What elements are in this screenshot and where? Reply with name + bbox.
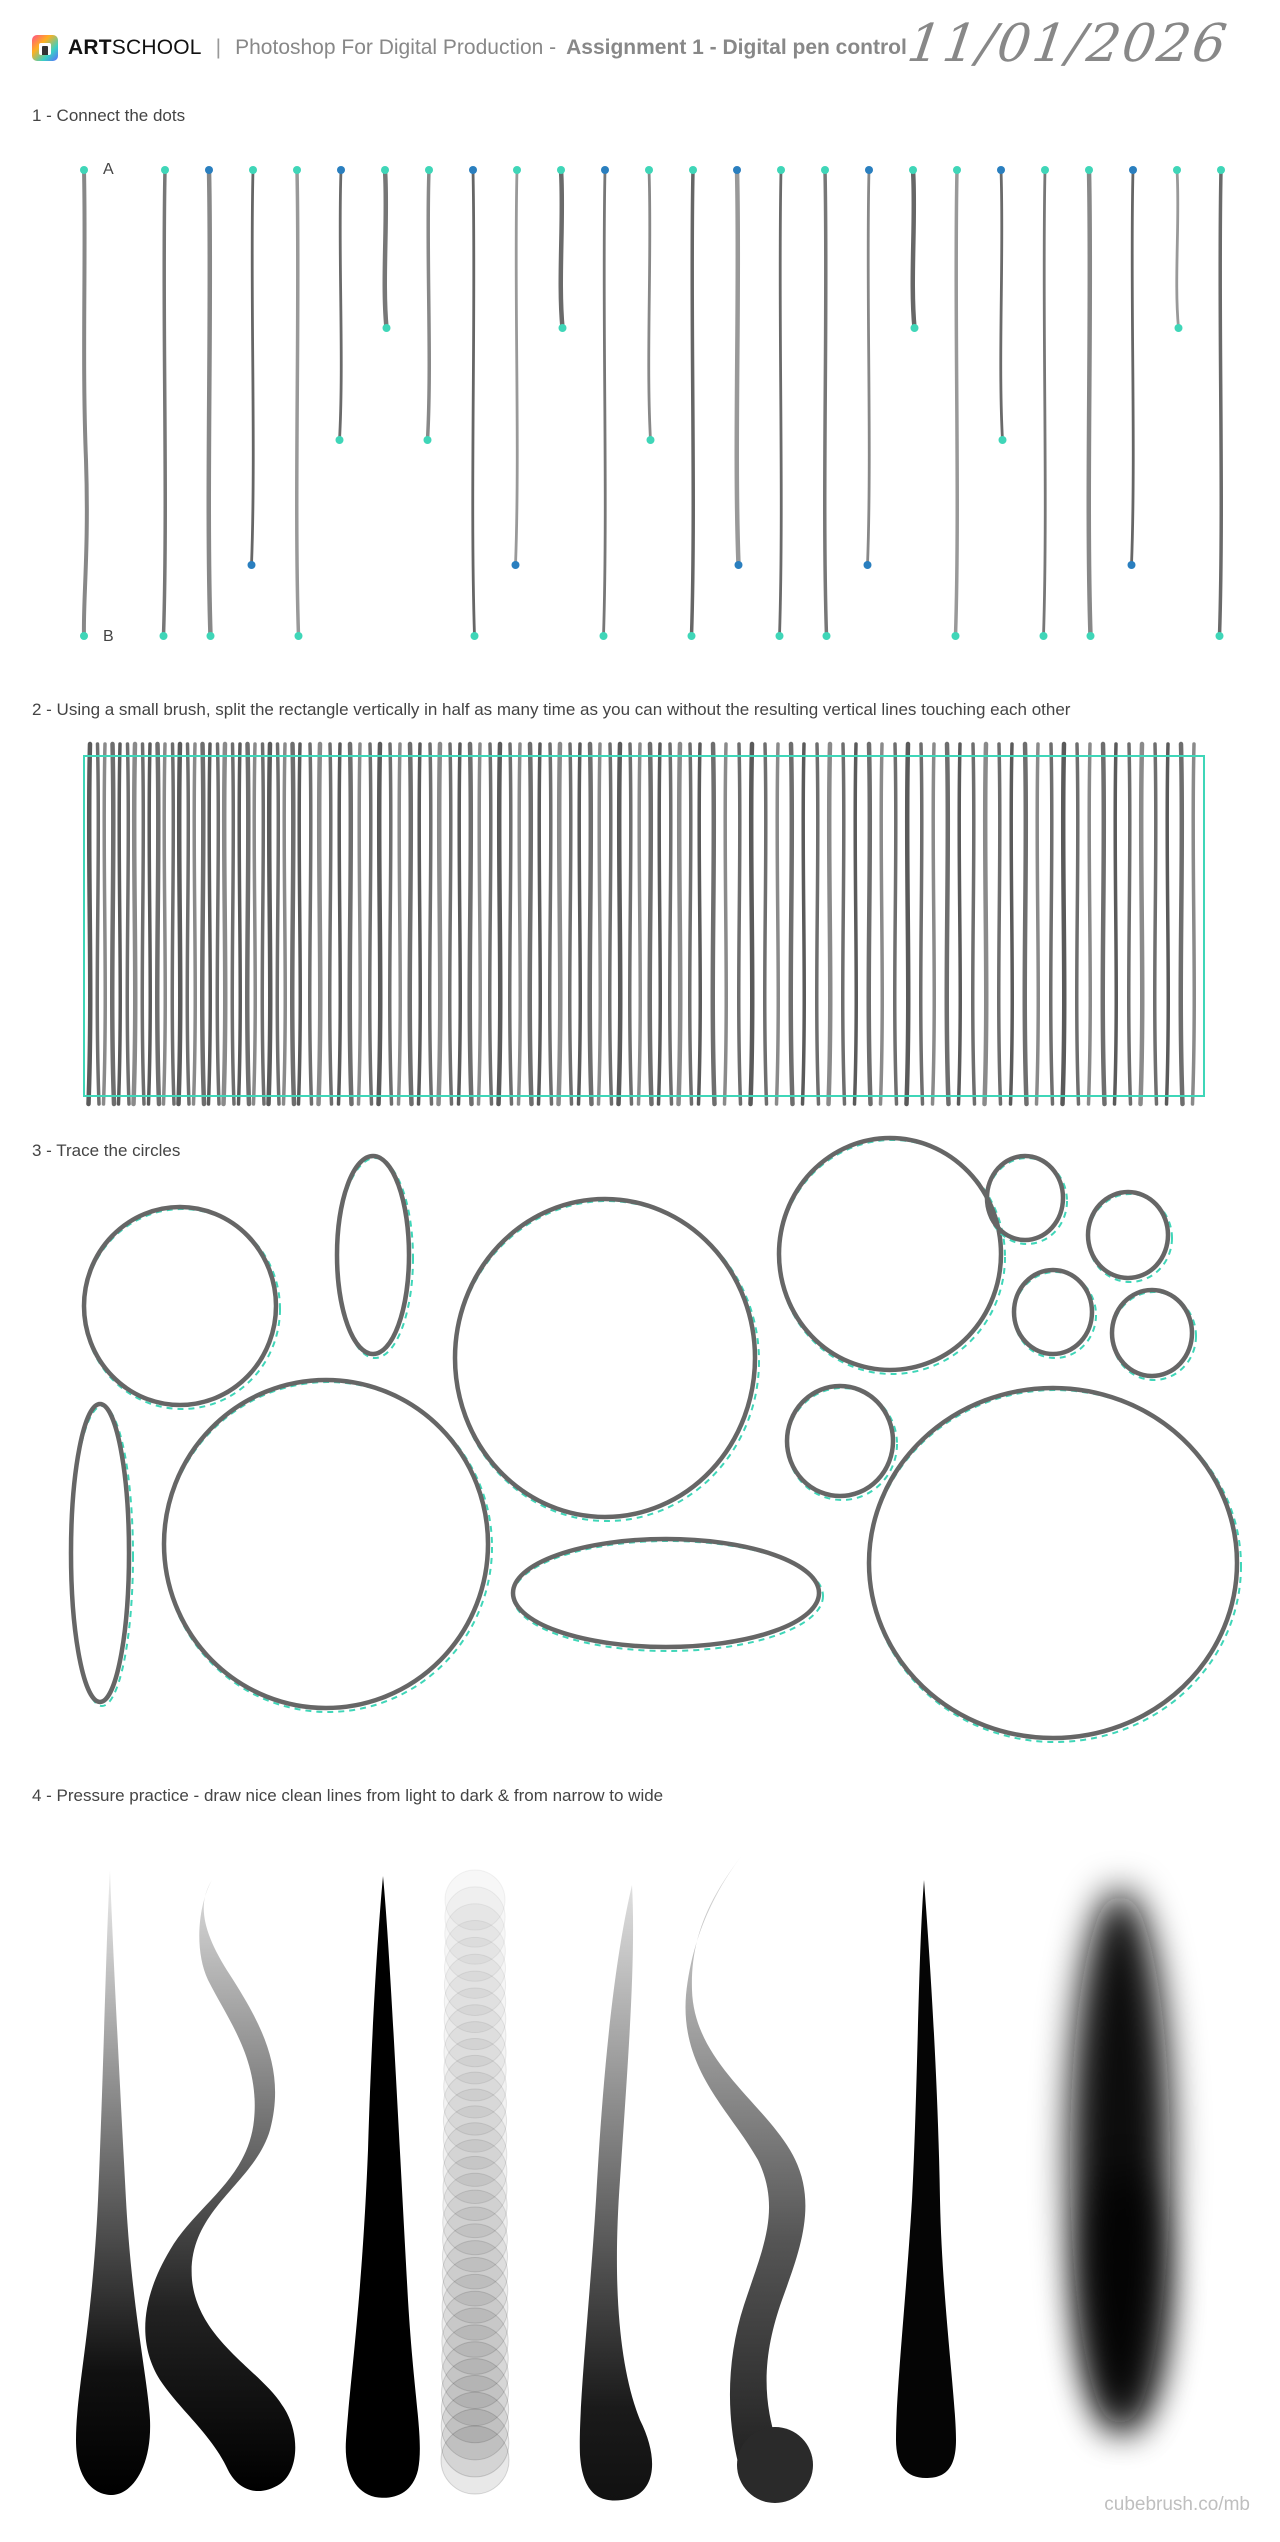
split-line bbox=[539, 744, 541, 1104]
split-line bbox=[89, 744, 91, 1104]
split-line bbox=[843, 744, 845, 1104]
split-line bbox=[630, 744, 632, 1104]
dot-top bbox=[513, 166, 521, 174]
split-line bbox=[490, 744, 492, 1104]
split-line bbox=[699, 744, 701, 1104]
split-line bbox=[791, 744, 793, 1104]
dot-bottom bbox=[1040, 632, 1048, 640]
dot-line bbox=[1177, 170, 1179, 328]
traced-circle bbox=[1014, 1270, 1092, 1354]
split-line bbox=[670, 744, 672, 1104]
dot-top bbox=[1129, 166, 1137, 174]
split-line bbox=[104, 744, 106, 1104]
split-line bbox=[284, 744, 286, 1104]
split-line bbox=[519, 744, 521, 1104]
dot-bottom bbox=[647, 436, 655, 444]
dot-line bbox=[209, 170, 211, 636]
label-b: B bbox=[103, 628, 114, 645]
split-line bbox=[202, 744, 204, 1104]
split-line bbox=[209, 744, 211, 1104]
dot-bottom bbox=[688, 632, 696, 640]
split-line bbox=[119, 744, 121, 1104]
split-line bbox=[1089, 744, 1091, 1104]
split-line bbox=[530, 744, 532, 1104]
split-line bbox=[157, 744, 159, 1104]
split-line bbox=[470, 744, 472, 1104]
dot-bottom bbox=[1175, 324, 1183, 332]
split-line bbox=[339, 744, 341, 1104]
split-line bbox=[330, 744, 332, 1104]
dot-top bbox=[337, 166, 345, 174]
split-line bbox=[370, 744, 372, 1104]
dot-line bbox=[1001, 170, 1003, 440]
split-line bbox=[559, 744, 561, 1104]
dot-line bbox=[913, 170, 915, 328]
dot-top bbox=[557, 166, 565, 174]
split-line bbox=[947, 744, 949, 1104]
split-line bbox=[639, 744, 641, 1104]
pressure-stroke-6-end bbox=[737, 2427, 813, 2503]
dot-line bbox=[692, 170, 694, 636]
split-line bbox=[610, 744, 612, 1104]
dot-top bbox=[997, 166, 1005, 174]
dot-line bbox=[561, 170, 563, 328]
dot-bottom bbox=[471, 632, 479, 640]
pressure-strokes bbox=[76, 1855, 1170, 2503]
split-line bbox=[985, 744, 987, 1104]
traced-circle bbox=[987, 1156, 1063, 1240]
dot-bottom bbox=[424, 436, 432, 444]
dot-line bbox=[780, 170, 782, 636]
split-line bbox=[430, 744, 432, 1104]
split-line bbox=[1129, 744, 1131, 1104]
split-line bbox=[550, 744, 552, 1104]
dot-line bbox=[1089, 170, 1091, 636]
split-line bbox=[390, 744, 392, 1104]
dot-line bbox=[956, 170, 958, 636]
traced-circle bbox=[84, 1207, 276, 1405]
split-line bbox=[599, 744, 601, 1104]
dot-bottom bbox=[512, 561, 520, 569]
dot-line bbox=[1044, 170, 1046, 636]
section-4-title: 4 - Pressure practice - draw nice clean lines from light to dark & from narrow to wide bbox=[32, 1786, 664, 1805]
traced-circle bbox=[787, 1386, 893, 1496]
dot-top bbox=[777, 166, 785, 174]
pressure-stroke-3 bbox=[346, 1876, 420, 2498]
split-line bbox=[907, 744, 909, 1104]
split-line bbox=[817, 744, 819, 1104]
split-line bbox=[499, 744, 501, 1104]
dot-top bbox=[161, 166, 169, 174]
split-line bbox=[1155, 744, 1157, 1104]
split-line bbox=[410, 744, 412, 1104]
split-line bbox=[142, 744, 144, 1104]
stamp bbox=[441, 2426, 509, 2494]
pressure-stroke-8-core bbox=[1083, 2170, 1167, 2430]
dot-bottom bbox=[735, 561, 743, 569]
split-line bbox=[254, 744, 256, 1104]
dot-bottom bbox=[295, 632, 303, 640]
course-title: Photoshop For Digital Production - bbox=[235, 36, 557, 59]
split-line bbox=[855, 744, 857, 1104]
dot-a bbox=[80, 166, 88, 174]
dot-line bbox=[604, 170, 606, 636]
split-line bbox=[359, 744, 361, 1104]
dot-line bbox=[340, 170, 342, 440]
split-line bbox=[803, 744, 805, 1104]
pressure-stroke-4-stamps bbox=[441, 1870, 509, 2494]
pressure-stroke-7 bbox=[896, 1880, 956, 2478]
split-line bbox=[570, 744, 572, 1104]
split-line bbox=[97, 744, 99, 1104]
split-line bbox=[959, 744, 961, 1104]
footer-credit: cubebrush.co/mb bbox=[1104, 2494, 1250, 2515]
dot-top bbox=[1217, 166, 1225, 174]
traced-circle bbox=[164, 1380, 488, 1708]
dot-top bbox=[733, 166, 741, 174]
split-line bbox=[725, 744, 727, 1104]
dot-line bbox=[164, 170, 166, 636]
dot-b bbox=[80, 632, 88, 640]
dot-top bbox=[909, 166, 917, 174]
dot-top bbox=[1041, 166, 1049, 174]
split-line bbox=[590, 744, 592, 1104]
split-lines bbox=[89, 744, 1195, 1104]
dot-top bbox=[601, 166, 609, 174]
dot-line-ab bbox=[84, 170, 87, 636]
dot-top bbox=[469, 166, 477, 174]
split-line bbox=[299, 744, 301, 1104]
dot-line bbox=[385, 170, 387, 328]
split-line bbox=[262, 744, 264, 1104]
traced-circle bbox=[71, 1404, 129, 1702]
split-line bbox=[1037, 744, 1039, 1104]
split-line bbox=[650, 744, 652, 1104]
trace-circles-exercise bbox=[71, 1138, 1241, 1742]
split-line bbox=[134, 744, 136, 1104]
section-2-title: 2 - Using a small brush, split the rectangle vertically in half as many time as you can without the resulting vertical lines touching each other bbox=[32, 700, 1071, 719]
dot-top bbox=[689, 166, 697, 174]
traced-circle bbox=[337, 1156, 409, 1354]
traced-circle bbox=[1088, 1192, 1168, 1278]
dot-top bbox=[1085, 166, 1093, 174]
split-line bbox=[933, 744, 935, 1104]
dot-top bbox=[293, 166, 301, 174]
split-line bbox=[112, 744, 114, 1104]
dot-top bbox=[821, 166, 829, 174]
dot-bottom bbox=[776, 632, 784, 640]
pressure-stroke-1 bbox=[76, 1870, 150, 2495]
dot-top bbox=[865, 166, 873, 174]
dot-top bbox=[953, 166, 961, 174]
split-line bbox=[619, 744, 621, 1104]
split-line bbox=[239, 744, 241, 1104]
split-line bbox=[149, 744, 151, 1104]
split-line bbox=[232, 744, 234, 1104]
dot-top bbox=[645, 166, 653, 174]
pressure-stroke-6 bbox=[686, 1855, 806, 2498]
dot-bottom bbox=[383, 324, 391, 332]
split-line bbox=[310, 744, 312, 1104]
dot-bottom bbox=[1128, 561, 1136, 569]
split-line bbox=[751, 744, 753, 1104]
split-line bbox=[510, 744, 512, 1104]
dot-line bbox=[825, 170, 827, 636]
brand-name: ARTSCHOOL bbox=[68, 36, 202, 59]
dot-bottom bbox=[1087, 632, 1095, 640]
handwritten-date: 11/01/2026 bbox=[904, 14, 1233, 74]
split-line bbox=[224, 744, 226, 1104]
header-separator: | bbox=[215, 36, 222, 59]
dot-bottom bbox=[160, 632, 168, 640]
split-line bbox=[777, 744, 779, 1104]
split-line bbox=[187, 744, 189, 1104]
traced-circle bbox=[1112, 1290, 1192, 1376]
split-line bbox=[379, 744, 381, 1104]
split-line bbox=[277, 744, 279, 1104]
split-line bbox=[829, 744, 831, 1104]
dot-line bbox=[516, 170, 518, 565]
dot-bottom bbox=[248, 561, 256, 569]
dot-top bbox=[425, 166, 433, 174]
split-line bbox=[921, 744, 923, 1104]
dot-top bbox=[1173, 166, 1181, 174]
dot-line bbox=[428, 170, 430, 440]
split-line bbox=[172, 744, 174, 1104]
split-line bbox=[999, 744, 1001, 1104]
split-line bbox=[881, 744, 883, 1104]
split-line bbox=[217, 744, 219, 1104]
split-line bbox=[659, 744, 661, 1104]
dot-top bbox=[381, 166, 389, 174]
dot-line bbox=[649, 170, 651, 440]
dot-line bbox=[473, 170, 475, 636]
split-line bbox=[269, 744, 271, 1104]
traced-circle bbox=[869, 1388, 1237, 1738]
dot-line bbox=[297, 170, 299, 636]
split-line bbox=[1141, 744, 1143, 1104]
split-line bbox=[399, 744, 401, 1104]
dot-bottom bbox=[823, 632, 831, 640]
dot-line bbox=[1132, 170, 1134, 565]
split-line bbox=[973, 744, 975, 1104]
section-3-title: 3 - Trace the circles bbox=[32, 1141, 181, 1160]
split-line bbox=[895, 744, 897, 1104]
split-line bbox=[450, 744, 452, 1104]
split-line bbox=[869, 744, 871, 1104]
split-line bbox=[127, 744, 129, 1104]
split-line bbox=[479, 744, 481, 1104]
split-line bbox=[579, 744, 581, 1104]
split-line bbox=[1115, 744, 1117, 1104]
split-line bbox=[164, 744, 166, 1104]
split-line bbox=[1181, 744, 1183, 1104]
dot-bottom bbox=[207, 632, 215, 640]
dot-line bbox=[737, 170, 739, 565]
connect-dots-exercise bbox=[80, 166, 1225, 640]
section-1-title: 1 - Connect the dots bbox=[32, 106, 186, 125]
split-line bbox=[459, 744, 461, 1104]
dot-bottom bbox=[864, 561, 872, 569]
dot-line bbox=[252, 170, 254, 565]
split-line bbox=[419, 744, 421, 1104]
dot-bottom bbox=[999, 436, 1007, 444]
dot-top bbox=[249, 166, 257, 174]
pressure-stroke-5 bbox=[580, 1885, 652, 2501]
split-line bbox=[1025, 744, 1027, 1104]
split-line bbox=[179, 744, 181, 1104]
traced-circle bbox=[513, 1539, 819, 1647]
dot-bottom bbox=[911, 324, 919, 332]
split-line bbox=[1051, 744, 1053, 1104]
split-line bbox=[292, 744, 294, 1104]
dot-line bbox=[868, 170, 870, 565]
split-line bbox=[739, 744, 741, 1104]
assignment-title: Assignment 1 - Digital pen control bbox=[566, 36, 907, 59]
split-line bbox=[1063, 744, 1065, 1104]
split-line bbox=[1103, 744, 1105, 1104]
dot-top bbox=[205, 166, 213, 174]
split-line bbox=[350, 744, 352, 1104]
traced-circle bbox=[455, 1199, 755, 1517]
split-line bbox=[690, 744, 692, 1104]
dot-bottom bbox=[559, 324, 567, 332]
split-line bbox=[1193, 744, 1195, 1104]
split-line bbox=[1011, 744, 1013, 1104]
split-line bbox=[247, 744, 249, 1104]
traced-circle bbox=[779, 1138, 1001, 1370]
split-line bbox=[1167, 744, 1169, 1104]
split-line bbox=[713, 744, 715, 1104]
split-line bbox=[765, 744, 767, 1104]
split-line bbox=[439, 744, 441, 1104]
dot-bottom bbox=[952, 632, 960, 640]
split-line bbox=[1077, 744, 1079, 1104]
dot-bottom bbox=[336, 436, 344, 444]
split-line bbox=[194, 744, 196, 1104]
dot-bottom bbox=[600, 632, 608, 640]
label-a: A bbox=[103, 161, 114, 178]
split-line bbox=[679, 744, 681, 1104]
dot-bottom bbox=[1216, 632, 1224, 640]
split-line bbox=[319, 744, 321, 1104]
dot-line bbox=[1220, 170, 1222, 636]
